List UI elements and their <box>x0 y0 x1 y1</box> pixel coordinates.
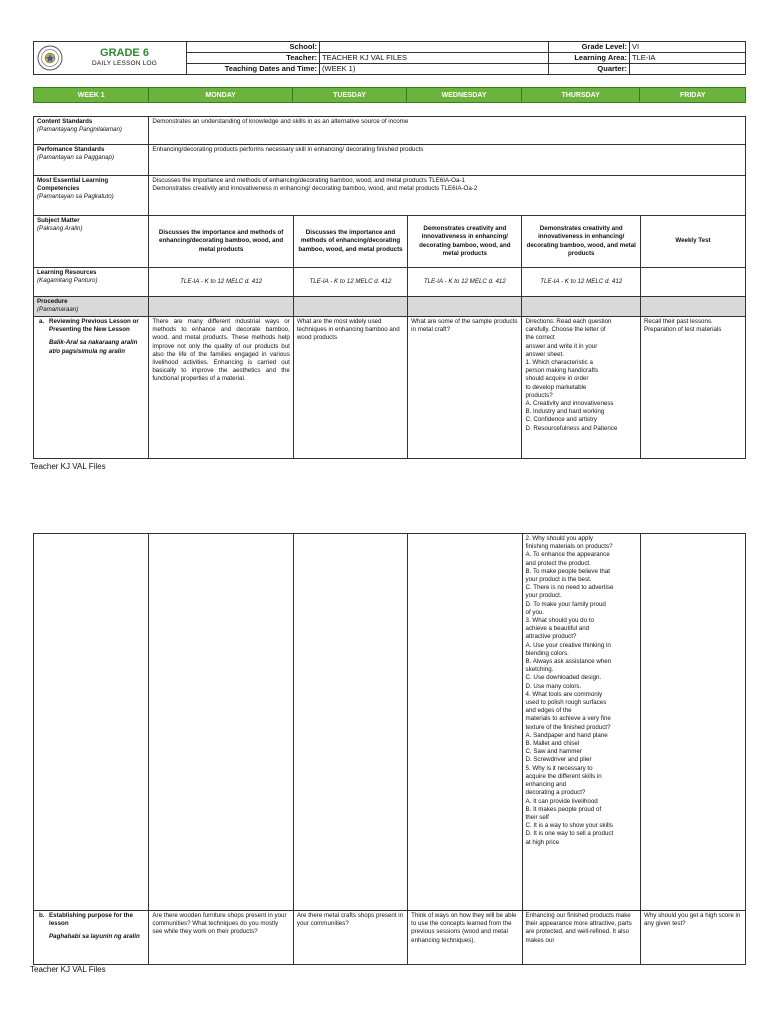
dates-label: Teaching Dates and Time: <box>187 64 320 75</box>
purpose-label: b. Establishing purpose for the lesson Paghahabi sa layunin ng aralin <box>34 911 149 965</box>
resources-monday: TLE-IA - K to 12 MELC d. 412 <box>149 268 293 297</box>
review-thursday: Directions: Read each question carefully. Choose the letter of the correct answer and write it in your answer sheet. 1. Which characteristic a person making handicrafts should acquire in order to develop marketable products? A. Creativity and innovativeness B. Industry and hard working C. Confidence and artistry D. Resourcefulness and Patience <box>522 317 640 459</box>
day-thursday: THURSDAY <box>521 88 640 103</box>
review-wednesday: What are some of the sample products in metal craft? <box>408 317 522 459</box>
subject-tuesday: Discusses the importance and methods of enhancing/decorating bamboo, wood, and metal products <box>293 216 407 268</box>
resources-friday <box>640 268 745 297</box>
week-label: WEEK 1 <box>34 88 149 103</box>
footer-page1: Teacher KJ VAL Files <box>30 462 106 471</box>
melc-row <box>34 176 746 216</box>
resources-row <box>34 268 746 297</box>
subject-wednesday: Demonstrates creativity and innovativeness in enhancing/ decorating bamboo, wood, and metal products <box>408 216 522 268</box>
subject-matter-label: Subject Matter (Paksang Aralin) <box>34 216 149 268</box>
performance-standards-row <box>34 145 746 176</box>
review-friday: Recall their past lessons. Preparation of test materials <box>640 317 745 459</box>
subject-friday: Weekly Test <box>640 216 745 268</box>
purpose-monday: Are there wooden furniture shops present in your communities? What techniques do you mostly see while they work on their products? <box>149 911 293 965</box>
resources-label: Learning Resources (Kagamitang Panturo) <box>34 268 149 297</box>
quarter-value <box>630 64 746 75</box>
purpose-tuesday: Are there metal crafts shops present in your communities? <box>293 911 407 965</box>
dates-value: (WEEK 1) <box>320 64 549 75</box>
day-wednesday: WEDNESDAY <box>407 88 522 103</box>
performance-standards-text: Enhancing/decorating products performs necessary skill in enhancing/ decorating finished products <box>149 145 746 176</box>
performance-standards-label: Perfomance Standards (Pamantayan sa Pagganap) <box>34 145 149 176</box>
purpose-thursday: Enhancing our finished products make their appearance more attractive, parts are protected, and well-refined. It also makes our <box>522 911 640 965</box>
learning-area-label: Learning Area: <box>549 53 630 64</box>
melc-text <box>149 176 746 216</box>
melc-line-1: Discusses the importance and methods of enhancing/decorating bamboo, wood, and metal products TLE6IA-Oa-1 <box>152 177 465 184</box>
grade-title: GRADE 6 <box>100 47 149 59</box>
procedure-row <box>34 297 746 317</box>
review-label: a. Reviewing Previous Lesson or Presenting the New Lesson Balik-Aral sa nakaraang aralin at/o pagsisimula ng aralin <box>34 317 149 459</box>
logo-cell <box>34 42 187 75</box>
day-tuesday: TUESDAY <box>292 88 407 103</box>
teacher-value: TEACHER KJ VAL FILES <box>320 53 549 64</box>
deped-seal-icon <box>37 45 63 71</box>
resources-tuesday: TLE-IA - K to 12 MELC d. 412 <box>293 268 407 297</box>
teacher-label: Teacher: <box>187 53 320 64</box>
purpose-row <box>34 911 746 965</box>
review-tuesday: What are the most widely used techniques in enhancing bamboo and wood products <box>293 317 407 459</box>
content-standards-label: Content Standards (Pamantayang Pangnilalaman) <box>34 117 149 145</box>
day-monday: MONDAY <box>149 88 292 103</box>
footer-page2: Teacher KJ VAL Files <box>30 965 106 974</box>
review-continued-row <box>34 534 746 911</box>
subject-matter-row <box>34 216 746 268</box>
review-thursday-continued: 2. Why should you apply finishing materials on products? A. To enhance the appearance and protect the product. B. To make people believe that your product is the best. C. There is no need to advertise your product. D. To make your family proud of you. 3. What should you do to achieve a beautiful and attractive product? A. Use your creative thinking in blending colors. B. Always ask assistance when sketching. C. Use downloaded design. D. Use many colors. 4. What tools are commonly used to polish rough surfaces and edges of the materials to achieve a very fine texture of the finished product? A. Sandpaper and hand plane B. Mallet and chisel C. Saw and hammer D. Screwdriver and plier 5. Why is it necessary to acquire the different skills in enhancing and decorating a product? A. It can provide livelihood B. It makes people proud of their self C. It is a way to show your skills D. It is one way to sell a product at high price <box>522 534 640 911</box>
grade-level-value: VI <box>630 42 746 53</box>
purpose-friday: Why should you get a high score in any given test? <box>640 911 745 965</box>
lesson-table-page1 <box>33 116 746 459</box>
content-standards-text: Demonstrates an understanding of knowledge and skills in as an alternative source of income <box>149 117 746 145</box>
procedure-label: Procedure (Pamamaraan) <box>34 297 149 317</box>
purpose-wednesday: Think of ways on how they will be able to use the concepts learned from the previous sessions (wood and metal enhancing techniques). <box>408 911 522 965</box>
review-monday: There are many different industrial ways or methods to enhance and decorate bamboo, wood, and metal products. These methods help improve not only the quality of our products but also the life of the families engaged in various livelihood activities. Enhancing is carried out basically to improve the aesthetics and the functional properties of a material. <box>149 317 293 459</box>
day-friday: FRIDAY <box>640 88 746 103</box>
resources-thursday: TLE-IA - K to 12 MELC d. 412 <box>522 268 640 297</box>
doc-type: DAILY LESSON LOG <box>91 60 158 67</box>
subject-thursday: Demonstrates creativity and innovativeness in enhancing/ decorating bamboo, wood, and metal products <box>522 216 640 268</box>
melc-label: Most Essential Learning Competencies (Pamantayan sa Pagkatuto) <box>34 176 149 216</box>
quarter-label: Quarter: <box>549 64 630 75</box>
melc-line-2: Demonstrates creativity and innovativeness in enhancing/ decorating bamboo, wood, and metal products TLE6IA-Oa-2 <box>152 185 478 193</box>
subject-monday: Discusses the importance and methods of enhancing/decorating bamboo, wood, and metal products <box>149 216 293 268</box>
review-row <box>34 317 746 459</box>
school-label: School: <box>187 42 320 53</box>
lesson-table-page2 <box>33 533 746 965</box>
week-bar <box>33 87 746 103</box>
learning-area-value: TLE-IA <box>630 53 746 64</box>
header-table <box>33 41 746 75</box>
resources-wednesday: TLE-IA - K to 12 MELC d. 412 <box>408 268 522 297</box>
content-standards-row <box>34 117 746 145</box>
grade-level-label: Grade Level: <box>549 42 630 53</box>
school-value <box>320 42 549 53</box>
